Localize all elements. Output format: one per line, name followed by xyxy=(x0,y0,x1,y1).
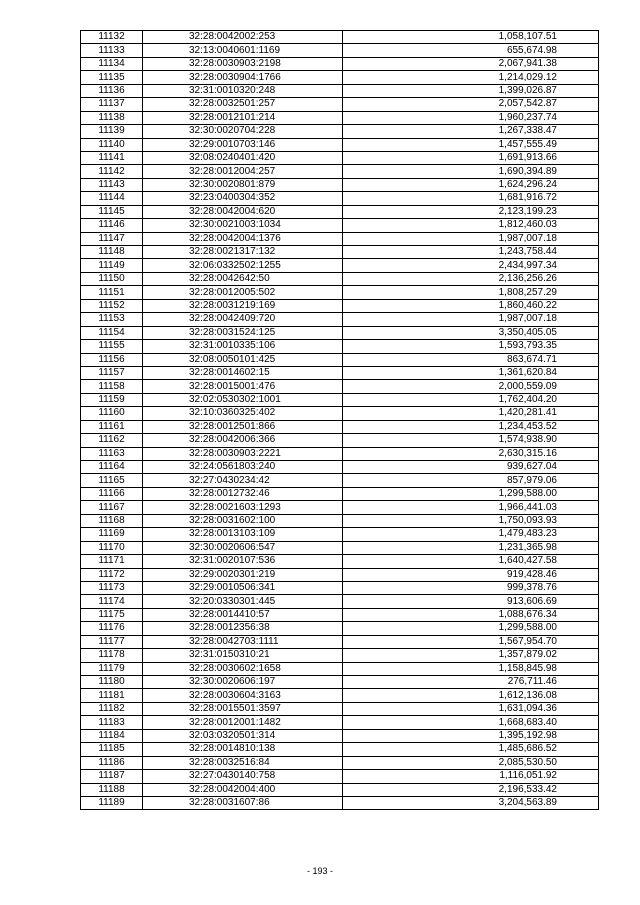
cadastral-number-cell: 32:28:0042002:253 xyxy=(143,31,343,44)
cadastral-number-cell: 32:28:0012732:46 xyxy=(143,487,343,500)
row-number-cell: 11162 xyxy=(81,434,143,447)
cadastral-value-cell: 1,479,483.23 xyxy=(343,528,599,541)
row-number-cell: 11189 xyxy=(81,796,143,809)
row-number-cell: 11184 xyxy=(81,729,143,742)
cadastral-number-cell: 32:28:0031219:169 xyxy=(143,299,343,312)
table-row xyxy=(81,676,599,689)
cadastral-value-cell: 1,750,093.93 xyxy=(343,514,599,527)
cadastral-value-cell: 2,434,997.34 xyxy=(343,259,599,272)
table-row xyxy=(81,501,599,514)
row-number-cell: 11152 xyxy=(81,299,143,312)
table-row xyxy=(81,299,599,312)
table-row xyxy=(81,57,599,70)
cadastral-number-cell: 32:23:0400304:352 xyxy=(143,192,343,205)
table-row xyxy=(81,514,599,527)
cadastral-value-cell: 1,593,793.35 xyxy=(343,340,599,353)
cadastral-value-cell: 919,428.46 xyxy=(343,568,599,581)
row-number-cell: 11171 xyxy=(81,555,143,568)
cadastral-value-cell: 1,299,588.00 xyxy=(343,487,599,500)
cadastral-value-cell: 1,668,683.40 xyxy=(343,716,599,729)
cadastral-number-cell: 32:28:0030903:2221 xyxy=(143,447,343,460)
row-number-cell: 11182 xyxy=(81,702,143,715)
cadastral-number-cell: 32:03:0320501:314 xyxy=(143,729,343,742)
row-number-cell: 11187 xyxy=(81,770,143,783)
table-row xyxy=(81,393,599,406)
table-row xyxy=(81,608,599,621)
cadastral-value-cell: 1,485,686.52 xyxy=(343,743,599,756)
cadastral-number-cell: 32:28:0012005:502 xyxy=(143,286,343,299)
cadastral-number-cell: 32:24:0561803:240 xyxy=(143,461,343,474)
table-row xyxy=(81,84,599,97)
cadastral-number-cell: 32:27:0430234:42 xyxy=(143,474,343,487)
cadastral-number-cell: 32:27:0430140:758 xyxy=(143,770,343,783)
table-row xyxy=(81,192,599,205)
cadastral-value-cell: 1,299,588.00 xyxy=(343,622,599,635)
cadastral-value-cell: 3,350,405.05 xyxy=(343,326,599,339)
cadastral-number-cell: 32:20:0330301:445 xyxy=(143,595,343,608)
cadastral-value-cell: 1,762,404.20 xyxy=(343,393,599,406)
cadastral-value-cell: 1,681,916.72 xyxy=(343,192,599,205)
cadastral-value-cell: 939,627.04 xyxy=(343,461,599,474)
table-row xyxy=(81,138,599,151)
row-number-cell: 11175 xyxy=(81,608,143,621)
row-number-cell: 11163 xyxy=(81,447,143,460)
cadastral-number-cell: 32:28:0012004:257 xyxy=(143,165,343,178)
row-number-cell: 11132 xyxy=(81,31,143,44)
cadastral-value-cell: 1,966,441.03 xyxy=(343,501,599,514)
cadastral-value-cell: 1,691,913.66 xyxy=(343,151,599,164)
table-row xyxy=(81,555,599,568)
cadastral-value-cell: 2,085,530.50 xyxy=(343,756,599,769)
page-number: - 193 - xyxy=(306,866,333,876)
row-number-cell: 11150 xyxy=(81,272,143,285)
cadastral-number-cell: 32:28:0042006:366 xyxy=(143,434,343,447)
cadastral-value-cell: 1,399,026.87 xyxy=(343,84,599,97)
cadastral-number-cell: 32:28:0015001:476 xyxy=(143,380,343,393)
row-number-cell: 11147 xyxy=(81,232,143,245)
row-number-cell: 11137 xyxy=(81,98,143,111)
cadastral-number-cell: 32:28:0031602:100 xyxy=(143,514,343,527)
row-number-cell: 11140 xyxy=(81,138,143,151)
cadastral-value-cell: 1,640,427.58 xyxy=(343,555,599,568)
cadastral-number-cell: 32:30:0021003:1034 xyxy=(143,219,343,232)
table-row xyxy=(81,407,599,420)
table-row xyxy=(81,340,599,353)
table-row xyxy=(81,649,599,662)
table-row xyxy=(81,178,599,191)
table-row xyxy=(81,286,599,299)
row-number-cell: 11146 xyxy=(81,219,143,232)
row-number-cell: 11135 xyxy=(81,71,143,84)
row-number-cell: 11169 xyxy=(81,528,143,541)
table-row xyxy=(81,541,599,554)
table-row xyxy=(81,461,599,474)
table-row xyxy=(81,447,599,460)
cadastral-number-cell: 32:28:0012501:866 xyxy=(143,420,343,433)
row-number-cell: 11167 xyxy=(81,501,143,514)
table-row xyxy=(81,353,599,366)
table-row xyxy=(81,219,599,232)
table-row xyxy=(81,326,599,339)
row-number-cell: 11164 xyxy=(81,461,143,474)
row-number-cell: 11136 xyxy=(81,84,143,97)
cadastral-value-cell: 1,690,394.89 xyxy=(343,165,599,178)
table-row xyxy=(81,125,599,138)
cadastral-number-cell: 32:06:0332502:1255 xyxy=(143,259,343,272)
cadastral-number-cell: 32:28:0030903:2198 xyxy=(143,57,343,70)
table-row xyxy=(81,783,599,796)
cadastral-number-cell: 32:02:0530302:1001 xyxy=(143,393,343,406)
row-number-cell: 11143 xyxy=(81,178,143,191)
row-number-cell: 11178 xyxy=(81,649,143,662)
cadastral-number-cell: 32:31:0010335:106 xyxy=(143,340,343,353)
cadastral-value-cell: 1,243,758.44 xyxy=(343,246,599,259)
cadastral-value-cell: 863,674.71 xyxy=(343,353,599,366)
table-row xyxy=(81,487,599,500)
row-number-cell: 11159 xyxy=(81,393,143,406)
row-number-cell: 11151 xyxy=(81,286,143,299)
table-row xyxy=(81,205,599,218)
table-row xyxy=(81,31,599,44)
cadastral-number-cell: 32:28:0012001:1482 xyxy=(143,716,343,729)
cadastral-number-cell: 32:28:0012356:38 xyxy=(143,622,343,635)
row-number-cell: 11133 xyxy=(81,44,143,57)
cadastral-value-cell: 1,860,460.22 xyxy=(343,299,599,312)
row-number-cell: 11142 xyxy=(81,165,143,178)
table-row xyxy=(81,635,599,648)
cadastral-value-cell: 1,420,281.41 xyxy=(343,407,599,420)
cadastral-number-cell: 32:28:0013103:109 xyxy=(143,528,343,541)
cadastral-number-cell: 32:28:0030904:1766 xyxy=(143,71,343,84)
cadastral-value-cell: 1,574,938.90 xyxy=(343,434,599,447)
cadastral-value-cell: 857,979.06 xyxy=(343,474,599,487)
cadastral-value-cell: 2,136,256.26 xyxy=(343,272,599,285)
table-row xyxy=(81,44,599,57)
table-row xyxy=(81,313,599,326)
cadastral-value-cell: 1,812,460.03 xyxy=(343,219,599,232)
cadastral-value-cell: 276,711.46 xyxy=(343,676,599,689)
cadastral-value-cell: 1,058,107.51 xyxy=(343,31,599,44)
row-number-cell: 11158 xyxy=(81,380,143,393)
cadastral-value-cell: 1,457,555.49 xyxy=(343,138,599,151)
cadastral-number-cell: 32:28:0030602:1658 xyxy=(143,662,343,675)
row-number-cell: 11165 xyxy=(81,474,143,487)
table-row xyxy=(81,259,599,272)
row-number-cell: 11168 xyxy=(81,514,143,527)
table-row xyxy=(81,98,599,111)
row-number-cell: 11141 xyxy=(81,151,143,164)
cadastral-value-cell: 1,567,954.70 xyxy=(343,635,599,648)
row-number-cell: 11149 xyxy=(81,259,143,272)
row-number-cell: 11176 xyxy=(81,622,143,635)
row-number-cell: 11153 xyxy=(81,313,143,326)
cadastral-value-cell: 1,357,879.02 xyxy=(343,649,599,662)
row-number-cell: 11185 xyxy=(81,743,143,756)
table-row xyxy=(81,528,599,541)
cadastral-value-cell: 1,395,192.98 xyxy=(343,729,599,742)
cadastral-value-cell: 1,987,007.18 xyxy=(343,313,599,326)
cadastral-value-cell: 913,606.69 xyxy=(343,595,599,608)
table-row xyxy=(81,743,599,756)
row-number-cell: 11188 xyxy=(81,783,143,796)
cadastral-number-cell: 32:28:0021603:1293 xyxy=(143,501,343,514)
cadastral-number-cell: 32:28:0042004:620 xyxy=(143,205,343,218)
row-number-cell: 11139 xyxy=(81,125,143,138)
cadastral-number-cell: 32:28:0042409:720 xyxy=(143,313,343,326)
table-row xyxy=(81,272,599,285)
document-page xyxy=(80,30,598,810)
cadastral-number-cell: 32:28:0030604:3163 xyxy=(143,689,343,702)
table-row xyxy=(81,420,599,433)
cadastral-value-cell: 3,204,563.89 xyxy=(343,796,599,809)
table-row xyxy=(81,595,599,608)
row-number-cell: 11145 xyxy=(81,205,143,218)
row-number-cell: 11180 xyxy=(81,676,143,689)
cadastral-number-cell: 32:28:0031607:86 xyxy=(143,796,343,809)
cadastral-value-cell: 1,231,365.98 xyxy=(343,541,599,554)
cadastral-number-cell: 32:28:0042004:400 xyxy=(143,783,343,796)
row-number-cell: 11173 xyxy=(81,581,143,594)
cadastral-number-cell: 32:30:0020606:547 xyxy=(143,541,343,554)
cadastral-number-cell: 32:29:0020301:219 xyxy=(143,568,343,581)
table-row xyxy=(81,796,599,809)
row-number-cell: 11134 xyxy=(81,57,143,70)
cadastral-value-cell: 2,123,199.23 xyxy=(343,205,599,218)
table-row xyxy=(81,165,599,178)
cadastral-value-cell: 655,674.98 xyxy=(343,44,599,57)
cadastral-value-cell: 999,378.76 xyxy=(343,581,599,594)
cadastral-value-cell: 1,631,094.36 xyxy=(343,702,599,715)
table-row xyxy=(81,581,599,594)
table-row xyxy=(81,662,599,675)
table-row xyxy=(81,729,599,742)
table-row xyxy=(81,232,599,245)
cadastral-number-cell: 32:31:0150310:21 xyxy=(143,649,343,662)
row-number-cell: 11177 xyxy=(81,635,143,648)
table-row xyxy=(81,770,599,783)
cadastral-value-cell: 1,214,029.12 xyxy=(343,71,599,84)
row-number-cell: 11156 xyxy=(81,353,143,366)
cadastral-value-cell: 1,612,136.08 xyxy=(343,689,599,702)
cadastral-value-cell: 1,088,676.34 xyxy=(343,608,599,621)
cadastral-number-cell: 32:28:0014602:15 xyxy=(143,366,343,379)
cadastral-value-cell: 1,624,296.24 xyxy=(343,178,599,191)
cadastral-value-cell: 1,234,453.52 xyxy=(343,420,599,433)
row-number-cell: 11155 xyxy=(81,340,143,353)
row-number-cell: 11144 xyxy=(81,192,143,205)
cadastral-number-cell: 32:28:0014410:57 xyxy=(143,608,343,621)
row-number-cell: 11183 xyxy=(81,716,143,729)
row-number-cell: 11181 xyxy=(81,689,143,702)
table-row xyxy=(81,380,599,393)
row-number-cell: 11148 xyxy=(81,246,143,259)
table-row xyxy=(81,756,599,769)
cadastral-value-cell: 1,158,845.98 xyxy=(343,662,599,675)
cadastral-value-cell: 1,116,051.92 xyxy=(343,770,599,783)
table-row xyxy=(81,246,599,259)
cadastral-number-cell: 32:28:0031524:125 xyxy=(143,326,343,339)
row-number-cell: 11170 xyxy=(81,541,143,554)
table-row xyxy=(81,474,599,487)
registry-table-body xyxy=(81,31,599,810)
cadastral-number-cell: 32:10:0360325:402 xyxy=(143,407,343,420)
cadastral-number-cell: 32:29:0010506:341 xyxy=(143,581,343,594)
row-number-cell: 11160 xyxy=(81,407,143,420)
cadastral-number-cell: 32:28:0032516:84 xyxy=(143,756,343,769)
row-number-cell: 11186 xyxy=(81,756,143,769)
cadastral-number-cell: 32:31:0010320:248 xyxy=(143,84,343,97)
cadastral-value-cell: 1,267,338.47 xyxy=(343,125,599,138)
table-row xyxy=(81,622,599,635)
table-row xyxy=(81,568,599,581)
cadastral-number-cell: 32:08:0050101:425 xyxy=(143,353,343,366)
cadastral-number-cell: 32:28:0042703:1111 xyxy=(143,635,343,648)
cadastral-number-cell: 32:29:0010703:146 xyxy=(143,138,343,151)
cadastral-value-cell: 2,067,941.38 xyxy=(343,57,599,70)
row-number-cell: 11172 xyxy=(81,568,143,581)
cadastral-value-cell: 1,987,007.18 xyxy=(343,232,599,245)
row-number-cell: 11166 xyxy=(81,487,143,500)
cadastral-number-cell: 32:28:0021317:132 xyxy=(143,246,343,259)
row-number-cell: 11157 xyxy=(81,366,143,379)
row-number-cell: 11138 xyxy=(81,111,143,124)
table-row xyxy=(81,151,599,164)
cadastral-number-cell: 32:28:0032501:257 xyxy=(143,98,343,111)
table-row xyxy=(81,71,599,84)
table-row xyxy=(81,702,599,715)
cadastral-number-cell: 32:13:0040601:1169 xyxy=(143,44,343,57)
table-row xyxy=(81,689,599,702)
registry-table xyxy=(80,30,599,810)
row-number-cell: 11161 xyxy=(81,420,143,433)
cadastral-number-cell: 32:28:0014810:138 xyxy=(143,743,343,756)
cadastral-value-cell: 1,361,620.84 xyxy=(343,366,599,379)
cadastral-number-cell: 32:31:0020107:536 xyxy=(143,555,343,568)
table-row xyxy=(81,716,599,729)
cadastral-number-cell: 32:08:0240401:420 xyxy=(143,151,343,164)
cadastral-number-cell: 32:28:0042642:50 xyxy=(143,272,343,285)
cadastral-number-cell: 32:30:0020704:228 xyxy=(143,125,343,138)
row-number-cell: 11179 xyxy=(81,662,143,675)
row-number-cell: 11174 xyxy=(81,595,143,608)
cadastral-number-cell: 32:30:0020606:197 xyxy=(143,676,343,689)
cadastral-value-cell: 2,057,542.87 xyxy=(343,98,599,111)
cadastral-number-cell: 32:28:0015501:3597 xyxy=(143,702,343,715)
cadastral-value-cell: 1,808,257.29 xyxy=(343,286,599,299)
cadastral-value-cell: 2,196,533.42 xyxy=(343,783,599,796)
row-number-cell: 11154 xyxy=(81,326,143,339)
cadastral-number-cell: 32:30:0020801:879 xyxy=(143,178,343,191)
cadastral-number-cell: 32:28:0012101:214 xyxy=(143,111,343,124)
cadastral-number-cell: 32:28:0042004:1376 xyxy=(143,232,343,245)
cadastral-value-cell: 1,960,237.74 xyxy=(343,111,599,124)
table-row xyxy=(81,366,599,379)
table-row xyxy=(81,111,599,124)
cadastral-value-cell: 2,000,559.09 xyxy=(343,380,599,393)
table-row xyxy=(81,434,599,447)
cadastral-value-cell: 2,630,315.16 xyxy=(343,447,599,460)
